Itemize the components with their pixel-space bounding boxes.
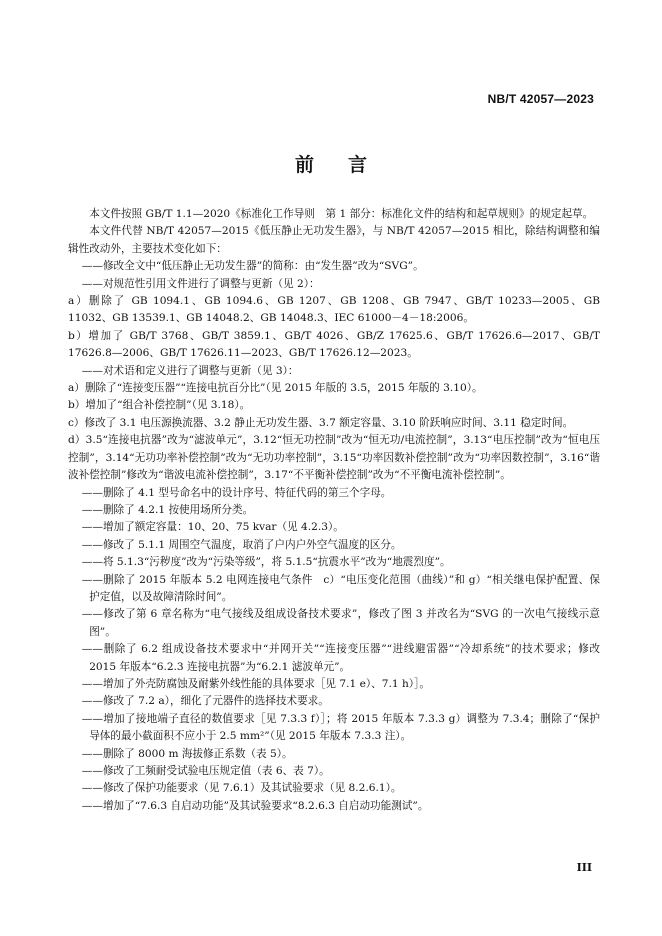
change-item: ——增加了接地端子直径的数值要求［见 7.3.3 f）］；将 2015 年版本 7.3.3 g）调整为 7.3.4；删除了“保护导体的最小截面积不应小于 2.5 mm²”（见 2015 年版本 7.3.3 注）。 — [81, 712, 600, 743]
page-number: III — [576, 861, 592, 874]
sub-item: a）删除了 GB 1094.1、GB 1094.6、GB 1207、GB 1208、GB 7947、GB/T 10233—2005、GB 11032、GB 13539.1、GB 14048.2、GB 14048.3、IEC 61000－4－18:2006。 — [68, 295, 600, 325]
sub-item: b）增加了 GB/T 3768、GB/T 3859.1、GB/T 4026、GB/Z 17625.6、GB/T 17626.6—2017、GB/T 17626.8—2006、GB/T 17626.11—2023、GB/T 17626.12—2023。 — [68, 329, 600, 360]
change-item: ——删除了 2015 年版本 5.2 电网连接电气条件 c）“电压变化范围（曲线）”和 g）“相关继电保护配置、保护定值，以及故障清除时间”。 — [81, 573, 600, 603]
change-item: ——修改了工频耐受试验电压规定值（表 6、表 7）。 — [81, 765, 330, 777]
title-char-1: 前 — [294, 154, 314, 176]
change-item: ——修改了第 6 章名称为“电气接线及组成设备技术要求”，修改了图 3 并改名为“SVG 的一次电气接线示意图”。 — [81, 608, 600, 638]
foreword-body — [68, 206, 600, 815]
title-char-2: 言 — [348, 154, 368, 176]
change-item: ——删除了 6.2 组成设备技术要求中“并网开关”“连接变压器”“进线避雷器”“冷却系统”的技术要求；修改 2015 年版本“6.2.3 连接电抗器”为“6.2.1 滤波单元”。 — [81, 643, 600, 673]
paragraph: 本文件代替 NB/T 42057—2015《低压静止无功发生器》，与 NB/T 42057—2015 相比，除结构调整和编辑性改动外，主要技术变化如下： — [68, 225, 600, 255]
change-item: ——将 5.1.3“污秽度”改为“污染等级”，将 5.1.5“抗震水平”改为“地震烈度”。 — [81, 556, 451, 569]
standard-number: NB/T 42057—2023 — [487, 92, 594, 106]
change-item: ——对术语和定义进行了调整与更新（见 3）： — [81, 364, 299, 377]
change-item: ——删除了 4.2.1 按使用场所分类。 — [81, 503, 254, 516]
sub-item: a）删除了“连接变压器”“连接电抗百分比”（见 2015 年版的 3.5，2015 年版的 3.10）。 — [68, 382, 483, 395]
change-item: ——对规范性引用文件进行了调整与更新（见 2）： — [81, 277, 320, 290]
change-item: ——修改全文中“低压静止无功发生器”的简称：由“发生器”改为“SVG”。 — [81, 260, 424, 273]
sub-item: c）修改了 3.1 电压源换流器、3.2 静止无功发生器、3.7 额定容量、3.10 阶跃响应时间、3.11 稳定时间。 — [68, 416, 574, 429]
sub-item: b）增加了“组合补偿控制”（见 3.18）。 — [68, 399, 251, 412]
change-item: ——增加了“7.6.3 自启动功能”及其试验要求“8.2.6.3 自启动功能测试”。 — [81, 799, 429, 812]
sub-item: d）3.5“连接电抗器”改为“滤波单元”，3.12“恒无功控制”改为“恒无功/电流控制”，3.13“电压控制”改为“恒电压控制”，3.14“无功功率补偿控制”改为“无功功率控制”，3.15“功率因数补偿控制”改为“功率因数控制”，3.16“谐波补偿控制”修改为“谐波电流补偿控制”，3.17“不平衡补偿控制”改为“不平衡电流补偿控制”。 — [68, 434, 600, 482]
change-item: ——删除了 8000 m 海拔修正系数（表 5）。 — [81, 747, 293, 760]
change-item: ——增加了额定容量：10、20、75 kvar（见 4.2.3）。 — [81, 521, 344, 534]
paragraph: 本文件按照 GB/T 1.1—2020《标准化工作导则 第 1 部分：标准化文件的结构和起草规则》的规定起草。 — [89, 208, 594, 220]
change-item: ——增加了外壳防腐蚀及耐紫外线性能的具体要求［见 7.1 e）、7.1 h）］。 — [81, 677, 430, 690]
change-item: ——修改了 7.2 a），细化了元器件的选择技术要求。 — [81, 695, 329, 708]
page-title — [0, 150, 662, 177]
change-item: ——删除了 4.1 型号命名中的设计序号、特征代码的第三个字母。 — [81, 486, 392, 499]
change-item: ——修改了 5.1.1 周围空气温度，取消了户内户外空气温度的区分。 — [81, 538, 402, 551]
change-item: ——修改了保护功能要求（见 7.6.1）及其试验要求（见 8.2.6.1）。 — [81, 782, 402, 795]
